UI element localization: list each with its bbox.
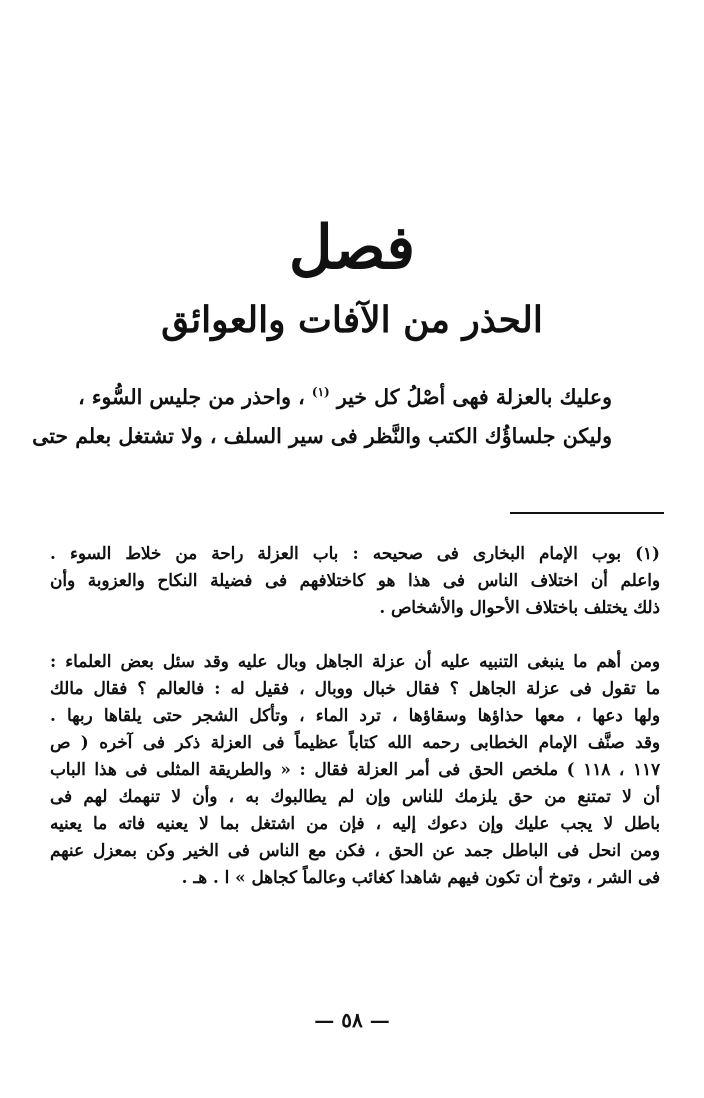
- footnote-line: ما تقول فى عزلة الجاهل ؟ فقال خبال ووبال ، فقيل له : فالعالم ؟ فقال مالك: [50, 678, 660, 698]
- chapter-label: فصل: [288, 213, 416, 283]
- footnote-1: [50, 540, 660, 621]
- body-line-1-text: بالعزلة فهى أصْلُ كل خير: [336, 385, 553, 409]
- body-line-2: وليكن جلساؤُك الكتب والنَّظر فى سير السلف ، ولا تشتغل بعلم حتى: [32, 424, 612, 448]
- footnote-line: (١) بوب الإمام البخارى فى صحيحه : باب العزلة راحة من خلاط السوء .: [50, 543, 660, 563]
- page-number: — ٥٨ —: [314, 1008, 390, 1032]
- footnote-line: ومن انحل فى الباطل جمد عن الحق ، فكن مع الناس فى الخير وكن بمعزل عنهم: [50, 840, 660, 860]
- footnote-line: واعلم أن اختلاف الناس فى هذا هو كاختلافهم فى فضيلة النكاح والعزوبة وأن: [50, 570, 660, 590]
- body-paragraph: [32, 378, 612, 456]
- footnote-line: ومن أهم ما ينبغى التنبيه عليه أن عزلة الجاهل وبال عليه وقد سئل بعض العلماء :: [50, 651, 660, 671]
- footnote-line: باطل لا يجب عليك وإن دعوك إليه ، فإن من اشتغل بما لا يعنيه فاته ما يعنيه: [50, 813, 660, 833]
- footnote-line: أن لا تمتنع من حق يلزمك للناس وإن لم يطالبوك به ، وأن لا تنهمك لهم فى: [50, 786, 660, 806]
- body-line-1: [78, 378, 612, 417]
- footnote-separator: [510, 512, 664, 514]
- footnote-marker: (١): [311, 385, 330, 400]
- section-title: الحذر من الآفات والعوائق: [161, 299, 543, 341]
- footnote-line: وقد صنَّف الإمام الخطابى رحمه الله كتاباً عظيماً فى العزلة ذكر فى آخره ( ص: [50, 732, 660, 752]
- footnote-line: ولها دعها ، معها حذاؤها وسقاؤها ، ترد الماء ، وتأكل الشجر حتى يلقاها ربها .: [50, 705, 660, 725]
- footnote-2: [50, 648, 660, 891]
- footnote-line: فى الشر ، وتوخ أن تكون فيهم شاهدا كغائب وعالماً كجاهل » ا . هـ .: [181, 867, 660, 887]
- lead-word: وعليك: [559, 385, 612, 409]
- body-line-1-end: ، واحذر من جليس السُّوء ،: [78, 385, 305, 409]
- footnote-line: ذلك يختلف باختلاف الأحوال والأشخاص .: [379, 597, 660, 617]
- footnote-line: ١١٧ ، ١١٨ ) ملخص الحق فى أمر العزلة فقال : « والطريقة المثلى فى هذا الباب: [50, 759, 660, 779]
